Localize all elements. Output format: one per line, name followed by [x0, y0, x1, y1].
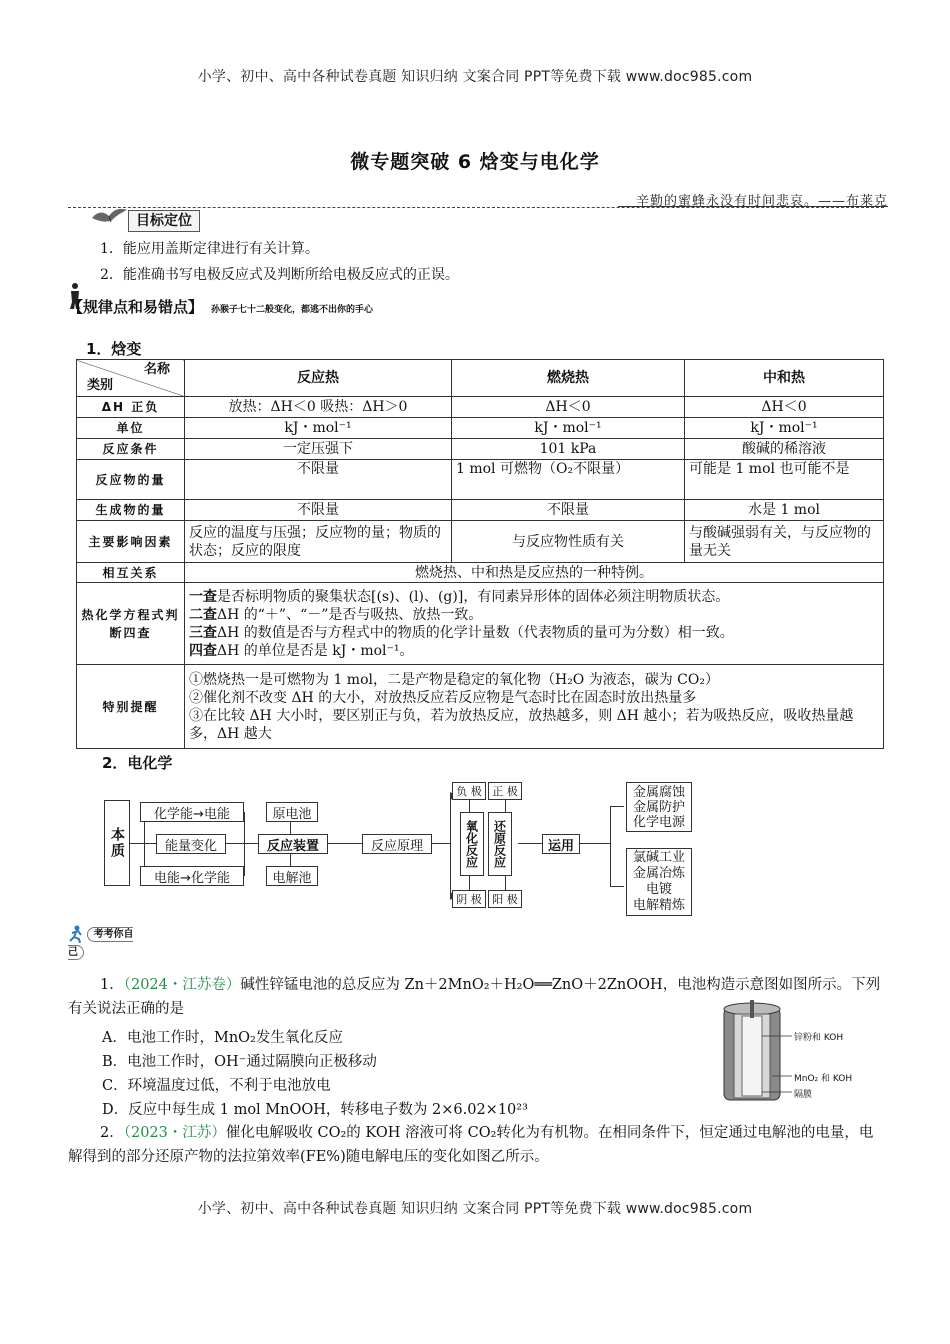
check-text: ΔH 的单位是否是 kJ・mol⁻¹。: [217, 642, 414, 659]
row-header: 热化学方程式判断四查: [77, 583, 185, 665]
question-2: [68, 1121, 883, 1169]
group-item: 电镀: [645, 882, 672, 897]
check-key: 二查: [189, 606, 217, 623]
four-checks-cell: [185, 583, 884, 665]
table-cell: 酸碱的稀溶液: [685, 439, 884, 460]
enthalpy-table: [76, 359, 884, 749]
group-item: 电解精炼: [632, 898, 685, 913]
row-header: 特别提醒: [77, 665, 185, 749]
table-cell: 反应的温度与压强；反应物的量；物质的状态；反应的限度: [185, 521, 452, 563]
seagull-icon: [90, 204, 128, 230]
cathode-pos-box: 正 极: [488, 782, 522, 800]
footer-banner: 小学、初中、高中各种试卷真题 知识归纳 文案合同 PPT等免费下载 www.doc985.com: [197, 1201, 753, 1217]
question-stem: 催化电解吸收 CO₂的 KOH 溶液可将 CO₂转化为有机物。在相同条件下，恒定通过电解池的电量，电解得到的部分还原产物的法拉第效率(FE%)随电解电压的变化如图乙所示。: [68, 1125, 874, 1165]
check-text: ΔH 的数值是否与方程式中的物质的化学计量数（代表物质的量可为分数）相一致。: [217, 624, 734, 641]
question-source: （2024・江苏卷）: [123, 977, 241, 993]
row-header: 单位: [77, 418, 185, 439]
tips-cell: [185, 665, 884, 749]
row-header: 生成物的量: [77, 500, 185, 521]
corner-top: 名称: [143, 362, 170, 377]
battery-label: 隔膜: [794, 1090, 813, 1100]
table-cell: 与酸碱强弱有关，与反应物的量无关: [685, 521, 884, 563]
rules-heading-subtitle: 孙猴子七十二般变化，都逃不出你的手心: [211, 305, 374, 315]
tip-line: ②催化剂不改变 ΔH 的大小，对放热反应若反应物是气态时比在固态时放出热量多: [189, 689, 697, 706]
essence-box: [104, 800, 130, 886]
table-cell: 可能是 1 mol 也可能不是: [685, 460, 884, 500]
question-source: （2023・江苏）: [123, 1125, 226, 1141]
anode-neg-box: 负 极: [452, 782, 486, 800]
industry-group: [626, 848, 692, 916]
group-item: 化学电源: [632, 814, 685, 830]
row-header: ΔH 正负: [77, 397, 185, 418]
chem-to-elec-box: 化学能→电能: [140, 802, 244, 822]
section-heading: 2．电化学: [102, 754, 173, 772]
option-c[interactable]: C．环境温度过低，不利于电池放电: [102, 1078, 331, 1094]
reduction-label: 还原反应: [492, 820, 507, 868]
section-heading: 1．焓变: [86, 340, 142, 358]
check-text: 是否标明物质的聚集状态[(s)、(l)、(g)]，有同素异形体的固体必须注明物质状态。: [217, 588, 730, 605]
table-cell: 101 kPa: [452, 439, 685, 460]
table-cell: 水是 1 mol: [685, 500, 884, 521]
rules-heading: [68, 296, 373, 317]
electrolytic-cell-box: 电解池: [266, 866, 318, 886]
table-cell: 与反应物性质有关: [452, 521, 685, 563]
check-line: [189, 642, 879, 660]
table-cell: 不限量: [452, 500, 685, 521]
runner-icon: [68, 925, 84, 943]
group-item: 金属冶炼: [632, 866, 685, 881]
battery-label: 锌粉和 KOH: [794, 1033, 844, 1043]
option-d[interactable]: D．反应中每生成 1 mol MnOOH，转移电子数为 2×6.02×10²³: [102, 1102, 528, 1118]
row-header: 相互关系: [77, 563, 185, 583]
battery-figure: [720, 1000, 860, 1110]
table-cell: kJ・mol⁻¹: [185, 418, 452, 439]
column-header: 中和热: [685, 360, 884, 397]
goal-label: 目标定位: [128, 210, 200, 232]
divider: [68, 207, 884, 208]
goal-item: 2．能准确书写电极反应式及判断所给电极反应式的正误。: [100, 267, 459, 283]
table-cell: ΔH＜0: [685, 397, 884, 418]
check-key: 三查: [189, 624, 217, 641]
table-cell: kJ・mol⁻¹: [685, 418, 884, 439]
group-item: 金属腐蚀: [632, 784, 685, 800]
energy-change-box: 能量变化: [156, 834, 226, 854]
self-test-label: 考考你自己: [68, 929, 134, 958]
oxidation-label: 氧化反应: [464, 820, 479, 868]
table-cell: 燃烧热、中和热是反应热的一种特例。: [185, 563, 884, 583]
question-stem: 碱性锌锰电池的总反应为 Zn＋2MnO₂＋H₂O══ZnO＋2ZnOOH，电池构造示意图如图所示。下列有关说法正确的是: [68, 977, 881, 1017]
check-line: [189, 588, 879, 606]
table-cell: 一定压强下: [185, 439, 452, 460]
tip-line: ③在比较 ΔH 大小时，要区别正与负，若为放热反应，放热越多，则 ΔH 越小；若为吸热反应，吸收热量越多，ΔH 越大: [189, 707, 854, 742]
rules-heading-label: 【规律点和易错点】: [68, 298, 204, 316]
battery-label: MnO₂ 和 KOH: [794, 1074, 853, 1084]
elec-to-chem-box: 电能→化学能: [140, 866, 244, 886]
anode-box: 阳 极: [488, 890, 522, 908]
table-cell: kJ・mol⁻¹: [452, 418, 685, 439]
corner-bottom: 类别: [87, 378, 114, 393]
goal-item: 1．能应用盖斯定律进行有关计算。: [100, 241, 319, 257]
check-key: 四查: [189, 642, 217, 659]
question-number: 2．: [100, 1125, 124, 1141]
corrosion-group: [626, 782, 692, 832]
cathode-box: 阴 极: [452, 890, 486, 908]
check-key: 一查: [189, 588, 217, 605]
table-cell: 不限量: [185, 500, 452, 521]
row-header: 反应条件: [77, 439, 185, 460]
motto: 辛勤的蜜蜂永没有时间悲哀。——布莱克: [635, 194, 888, 209]
column-header: 反应热: [185, 360, 452, 397]
self-test-badge: [68, 925, 148, 958]
table-cell: ΔH＜0: [452, 397, 685, 418]
primary-cell-box: 原电池: [266, 802, 318, 822]
essence-label: 本质: [109, 827, 125, 859]
check-line: [189, 606, 879, 624]
option-a[interactable]: A．电池工作时，MnO₂发生氧化反应: [102, 1030, 343, 1046]
electrochem-diagram: [100, 776, 700, 916]
question-number: 1．: [100, 977, 124, 993]
row-header: 主要影响因素: [77, 521, 185, 563]
oxidation-box: [460, 812, 484, 876]
tip-line: ①燃烧热一是可燃物为 1 mol，二是产物是稳定的氧化物（H₂O 为液态，碳为 CO₂）: [189, 671, 719, 688]
table-cell: 放热：ΔH＜0 吸热：ΔH＞0: [185, 397, 452, 418]
row-header: 反应物的量: [77, 460, 185, 500]
table-cell: 1 mol 可燃物（O₂不限量）: [452, 460, 685, 500]
reduction-box: [488, 812, 512, 876]
check-text: ΔH 的“＋”、“－”是否与吸热、放热一致。: [217, 606, 483, 623]
device-box: 反应装置: [258, 834, 328, 854]
application-box: 运用: [542, 834, 580, 854]
table-corner: [77, 360, 185, 397]
principle-box: 反应原理: [362, 834, 432, 854]
table-cell: 不限量: [185, 460, 452, 500]
page-title: 微专题突破 6 焓变与电化学: [350, 151, 600, 173]
option-b[interactable]: B．电池工作时，OH⁻通过隔膜向正极移动: [102, 1054, 377, 1070]
check-line: [189, 624, 879, 642]
column-header: 燃烧热: [452, 360, 685, 397]
group-item: 氯碱工业: [632, 850, 685, 865]
group-item: 金属防护: [632, 799, 685, 815]
header-banner: 小学、初中、高中各种试卷真题 知识归纳 文案合同 PPT等免费下载 www.doc985.com: [197, 69, 753, 85]
